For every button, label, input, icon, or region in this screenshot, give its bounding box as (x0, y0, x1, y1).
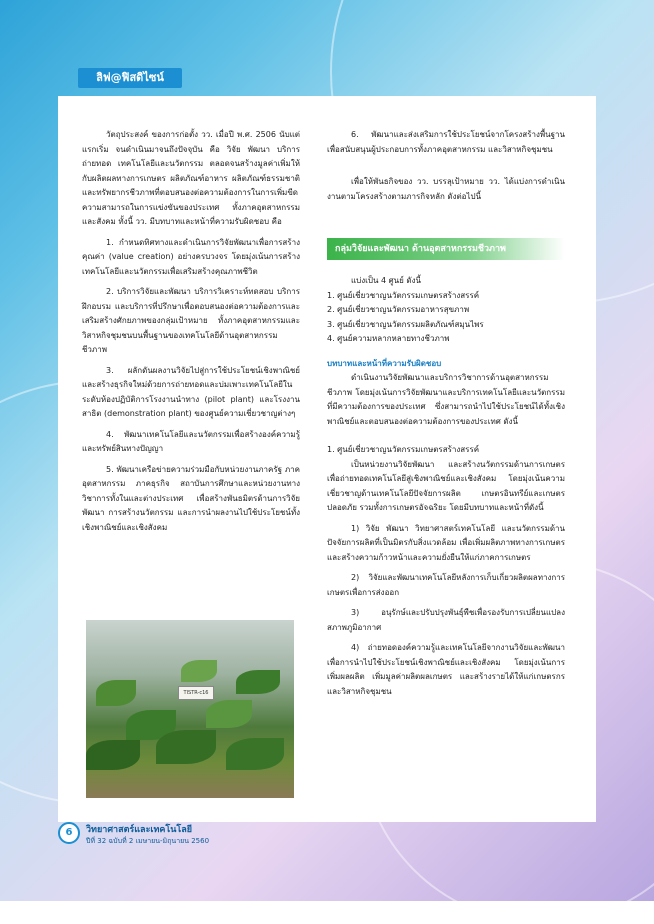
right-column-top (327, 128, 565, 204)
list-item: 4. ศูนย์ความหลากหลายทางชีวภาพ (327, 334, 450, 343)
mission-intro: เพื่อให้พันธกิจของ วว. บรรลุเป้าหมาย วว. ได้แบ่งการดำเนินงานตามโครงสร้างตามภารกิจหลัก ดังต่อไปนี้ (327, 177, 565, 201)
roles-heading: บทบาทและหน้าที่ความรับผิดชอบ (327, 358, 442, 368)
leaf-shape (156, 730, 216, 764)
list-item: 1. กำหนดทิศทางและดำเนินการวิจัยพัฒนาเพื่อการสร้างคุณค่า (value creation) อย่างครบวงจร โดยมุ่งเน้นการสร้างเทคโนโลยีและนวัตกรรมเพื่อเสริมสร้างคุณภาพชีวิต (82, 237, 300, 276)
center1-paragraph: เป็นหน่วยงานวิจัยพัฒนา และสร้างนวัตกรรมด้านการเกษตร เพื่อถ่ายทอดเทคโนโลยีสู่เชิงพาณิชย์และเชิงสังคม โดยมุ่งเน้นความเชี่ยวชาญด้านเทคโนโลยีปัจจัยการผลิต เกษตรอินทรีย์และเกษตรปลอดภัย รวมทั้งการเกษตรอัจฉริยะ โดยมีบทบาทและหน้าที่ดังนี้ (327, 459, 565, 512)
list-item: 5. พัฒนาเครือข่ายความร่วมมือกับหน่วยงานภาครัฐ ภาคอุตสาหกรรม ภาคธุรกิจ สถาบันการศึกษาและหน่วยงานทางวิชาการทั้งในและต่างประเทศ เพื่อสร้างพันธมิตรด้านการวิจัยพัฒนา การสร้างนวัตกรรม และการนำผลงานไปใช้ประโยชน์ทั้งเชิงพาณิชย์และเชิงสังคม (82, 464, 300, 532)
list-item: 4) ถ่ายทอดองค์ความรู้และเทคโนโลยีจากงานวิจัยและพัฒนาเพื่อการนำไปใช้ประโยชน์เชิงพาณิชย์และเชิงสังคม โดยมุ่งเน้นการเพิ่มผลผลิต เพิ่มมูลค่าผลิตผลเกษตร และสร้างรายได้ให้แก่เกษตรกรและวิสาหกิจชุมชน (327, 643, 565, 696)
intro-paragraph: วัตถุประสงค์ ของการก่อตั้ง วว. เมื่อปี พ.ศ. 2506 นับแต่แรกเริ่ม จนดำเนินมาจนถึงปัจจุบัน คือ วิจัย พัฒนา บริการ ถ่ายทอด เทคโนโลยีและนวัตกรรม ตลอดจนสร้างมูลค่าเพิ่มให้กับผลิตผลทางการเกษตร ผลิตภัณฑ์อาหาร ผลิตภัณฑ์ธรรมชาติ และทรัพยากรชีวภาพที่ตอบสนองต่อความต้องการในการเพิ่มขีดความสามารถในการแข่งขันของประเทศ ทั้งภาคอุตสาหกรรมและสังคม ทั้งนี้ วว. มีบทบาทและหน้าที่ความรับผิดชอบ คือ (82, 130, 300, 226)
leaf-shape (181, 660, 217, 682)
section-title-band: กลุ่มวิจัยและพัฒนา ด้านอุตสาหกรรมชีวภาพ (327, 238, 565, 260)
page-number: 6 (58, 822, 80, 844)
list-item: 3) อนุรักษ์และปรับปรุงพันธุ์พืชเพื่อรองรับการเปลี่ยนแปลงสภาพภูมิอากาศ (327, 608, 565, 632)
center1-heading: 1. ศูนย์เชี่ยวชาญนวัตกรรมเกษตรสร้างสรรค์ (327, 445, 480, 454)
leaf-shape (96, 680, 136, 706)
page-footer (58, 820, 358, 860)
journal-title: วิทยาศาสตร์และเทคโนโลยี (86, 825, 193, 835)
list-item: 1) วิจัย พัฒนา วิทยาศาสตร์เทคโนโลยี และนวัตกรรมด้านปัจจัยการผลิตที่เป็นมิตรกับสิ่งแวดล้อม เพื่อเพิ่มผลิตภาพทางการเกษตร และสร้างความก้าวหน้าและความยั่งยืนให้แก่ภาคการเกษตร (327, 523, 565, 562)
plant-nursery-photo (86, 620, 294, 798)
plant-label-card: TISTR-c16 (178, 686, 214, 700)
list-item: 1. ศูนย์เชี่ยวชาญนวัตกรรมเกษตรสร้างสรรค์ (327, 290, 480, 300)
list-item: 2. บริการวิจัยและพัฒนา บริการวิเคราะห์ทดสอบ บริการฝึกอบรม และบริการที่ปรึกษาเพื่อตอบสนองต่อความต้องการและเสริมสร้างศักยภาพของกลุ่มเป้าหมาย ทั้งภาคอุตสาหกรรมและวิสาหกิจชุมชนบนพื้นฐานของเทคโนโลยีด้านอุตสาหกรรมชีวภาพ (82, 287, 300, 354)
list-item: 6. พัฒนาและส่งเสริมการใช้ประโยชน์จากโครงสร้างพื้นฐานเพื่อสนับสนุนผู้ประกอบการทั้งภาคอุตสาหกรรม และวิสาหกิจชุมชน (327, 130, 565, 154)
leaf-shape (86, 740, 140, 770)
roles-paragraph: ดำเนินงานวิจัยพัฒนาและบริการวิชาการด้านอุตสาหกรรมชีวภาพ โดยมุ่งเน้นการวิจัยพัฒนาและบริการเทคโนโลยีและนวัตกรรมที่มีความต้องการของประเทศ ซึ่งสามารถนำไปใช้ประโยชน์ได้ทั้งเชิงพาณิชย์และตอบสนองต่อความต้องการของประเทศ ดังนี้ (327, 373, 565, 426)
list-item: 3. ศูนย์เชี่ยวชาญนวัตกรรมผลิตภัณฑ์สมุนไพร (327, 319, 484, 329)
list-item: 2. ศูนย์เชี่ยวชาญนวัตกรรมอาหารสุขภาพ (327, 305, 470, 314)
list-item: 2) วิจัยและพัฒนาเทคโนโลยีหลังการเก็บเกี่ยวผลิตผลทางการเกษตรเพื่อการส่งออก (327, 573, 565, 597)
journal-issue: ปีที่ 32 ฉบับที่ 2 เมษายน-มิถุนายน 2560 (86, 837, 210, 845)
list-item: 3. ผลักดันผลงานวิจัยไปสู่การใช้ประโยชน์เชิงพาณิชย์และสร้างธุรกิจใหม่ด้วยการถ่ายทอดและบ่มเพาะเทคโนโลยีในระดับห้องปฏิบัติการโรงงานนำทาง (pilot plant) และโรงงานสาธิต (demonstration plant) ของศูนย์ความเชี่ยวชาญต่างๆ (82, 365, 300, 418)
section-tag: ลิฟ@ฟิสดิไซน์ (78, 68, 182, 88)
centers-intro: แบ่งเป็น 4 ศูนย์ ดังนี้ (351, 276, 421, 285)
leaf-shape (226, 738, 284, 770)
leaf-shape (236, 670, 280, 694)
leaf-shape (206, 700, 252, 728)
right-column-body (327, 274, 565, 699)
left-column (82, 128, 300, 535)
list-item: 4. พัฒนาเทคโนโลยีและนวัตกรรมเพื่อสร้างองค์ความรู้และทรัพย์สินทางปัญญา (82, 429, 300, 453)
